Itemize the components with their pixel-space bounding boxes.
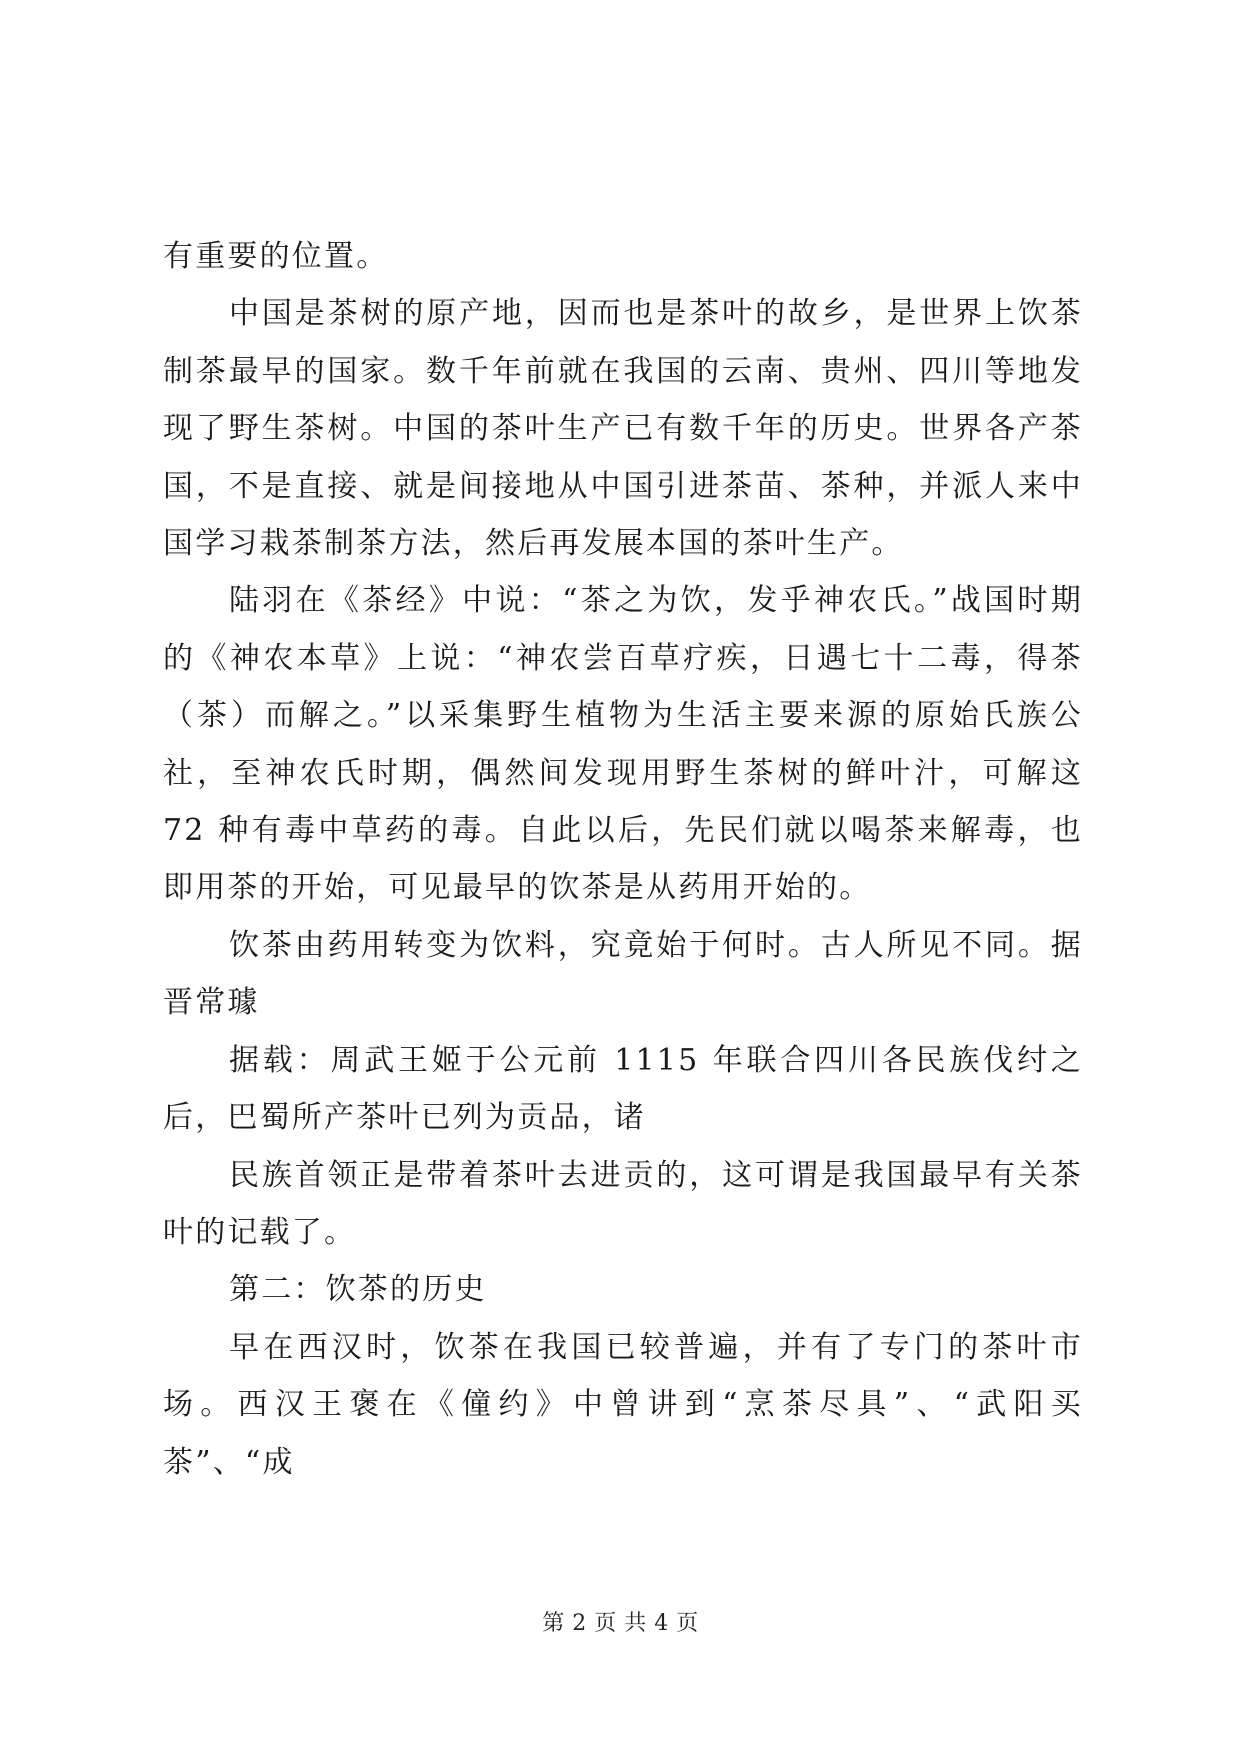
page-number-footer: 第 2 页 共 4 页 [542,1611,699,1636]
paragraph-lu-yu-tea-classic: 陆羽在《茶经》中说：“茶之为饮，发乎神农氏。”战国时期的《神农本草》上说：“神农尝百草疗疾，日遇七十二毒，得茶（茶）而解之。”以采集野生植物为生活主要来源的原始氏族公社，至神农氏时期，偶然间发现用野生茶树的鲜叶汁，可解这 72 种有毒中草药的毒。自此以后，先民们就以喝茶来解毒，也即用茶的开始，可见最早的饮茶是从药用开始的。 [163,583,1083,906]
paragraph-tribute-record: 据载：周武王姬于公元前 1115 年联合四川各民族伐纣之后，巴蜀所产茶叶已列为贡品，诸 [163,1042,1083,1136]
paragraph-earliest-record: 民族首领正是带着茶叶去进贡的，这可谓是我国最早有关茶叶的记载了。 [163,1157,1083,1250]
paragraph-medicine-to-drink: 饮茶由药用转变为饮料，究竟始于何时。古人所见不同。据晋常璩 [163,927,1083,1021]
paragraph-western-han: 早在西汉时，饮茶在我国已较普遍，并有了专门的茶叶市场。西汉王褒在《僮约》中曾讲到“烹茶尽具”、“武阳买茶”、“成 [163,1329,1083,1480]
paragraph-continuation: 有重要的位置。 [163,239,389,274]
document-body [163,228,1083,1491]
section-heading-history: 第二：饮茶的历史 [229,1272,487,1308]
paragraph-tea-origin: 中国是茶树的原产地，因而也是茶叶的故乡，是世界上饮茶制茶最早的国家。数千年前就在我国的云南、贵州、四川等地发现了野生茶树。中国的茶叶生产已有数千年的历史。世界各产茶国，不是直接、就是间接地从中国引进茶苗、茶种，并派人来中国学习栽茶制茶方法，然后再发展本国的茶叶生产。 [163,296,1083,562]
